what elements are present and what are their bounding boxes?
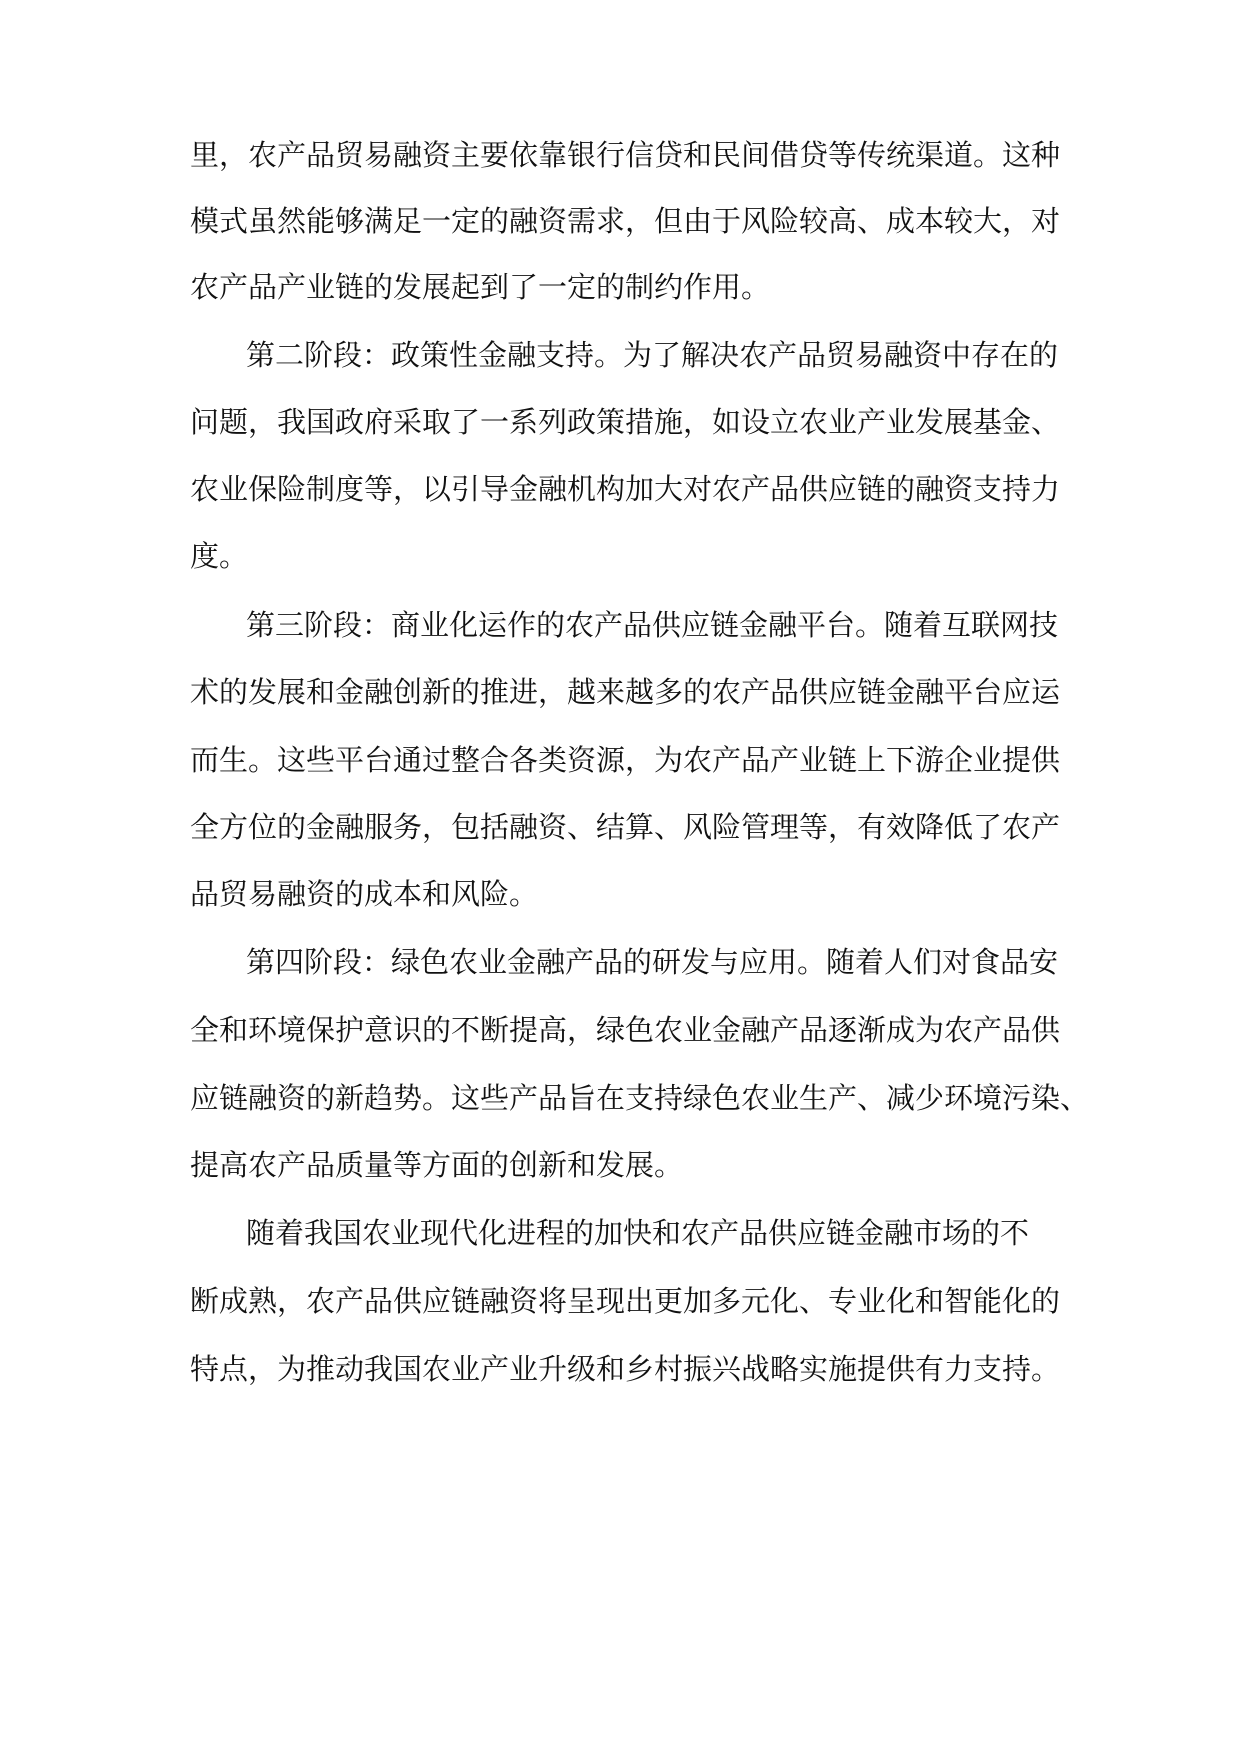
- paragraph-4-line-4: 提高农产品质量等方面的创新和发展。: [190, 1148, 684, 1182]
- paragraph-5-line-2: 断成熟，农产品供应链融资将呈现出更加多元化、专业化和智能化的: [190, 1284, 1061, 1318]
- paragraph-2-line-1: 第二阶段：政策性金融支持。为了解决农产品贸易融资中存在的: [246, 338, 1059, 372]
- paragraph-2-line-2: 问题，我国政府采取了一系列政策措施，如设立农业产业发展基金、: [190, 405, 1061, 439]
- paragraph-2-line-4: 度。: [190, 539, 249, 573]
- paragraph-3-line-3: 而生。这些平台通过整合各类资源，为农产品产业链上下游企业提供: [190, 743, 1061, 777]
- paragraph-3-line-1: 第三阶段：商业化运作的农产品供应链金融平台。随着互联网技: [246, 608, 1059, 642]
- paragraph-3-line-2: 术的发展和金融创新的推进，越来越多的农产品供应链金融平台应运: [190, 675, 1061, 709]
- paragraph-1-line-3: 农产品产业链的发展起到了一定的制约作用。: [190, 270, 771, 304]
- paragraph-3-line-4: 全方位的金融服务，包括融资、结算、风险管理等，有效降低了农产: [190, 810, 1061, 844]
- paragraph-2-line-3: 农业保险制度等，以引导金融机构加大对农产品供应链的融资支持力: [190, 472, 1061, 506]
- paragraph-5-line-1: 随着我国农业现代化进程的加快和农产品供应链金融市场的不: [246, 1216, 1030, 1250]
- paragraph-3-line-5: 品贸易融资的成本和风险。: [190, 877, 539, 911]
- paragraph-4-line-2: 全和环境保护意识的不断提高，绿色农业金融产品逐渐成为农产品供: [190, 1013, 1061, 1047]
- paragraph-4-line-1: 第四阶段：绿色农业金融产品的研发与应用。随着人们对食品安: [246, 945, 1059, 979]
- paragraph-1-line-2: 模式虽然能够满足一定的融资需求，但由于风险较高、成本较大，对: [190, 204, 1061, 238]
- paragraph-5-line-3: 特点，为推动我国农业产业升级和乡村振兴战略实施提供有力支持。: [190, 1352, 1061, 1386]
- paragraph-4-line-3: 应链融资的新趋势。这些产品旨在支持绿色农业生产、减少环境污染、: [190, 1081, 1090, 1115]
- paragraph-1-line-1: 里，农产品贸易融资主要依靠银行信贷和民间借贷等传统渠道。这种: [190, 138, 1061, 172]
